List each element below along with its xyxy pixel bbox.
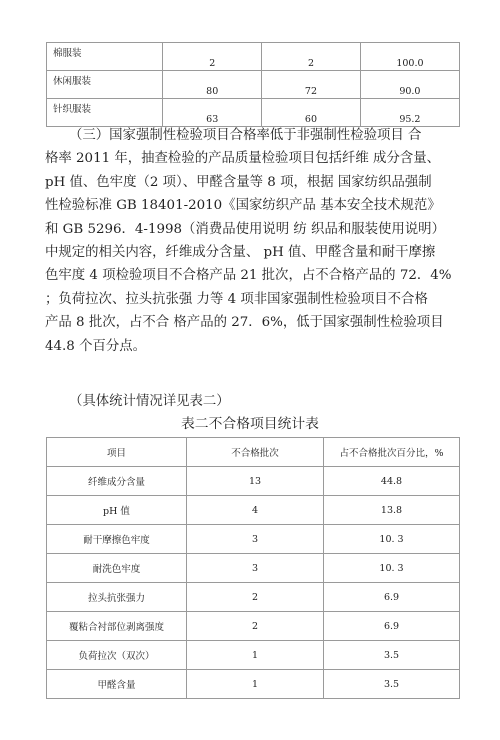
- item-name: pH 值: [47, 496, 187, 525]
- table-row: [47, 612, 460, 641]
- paragraph-line: 产品 8 批次，占不合 格产品的 27．6%，低于国家强制性检验项目: [45, 315, 444, 331]
- failed-batches: 1: [187, 670, 324, 699]
- table-row: [47, 99, 460, 127]
- failed-percentage: 44.8: [324, 467, 460, 496]
- paragraph-line: 色牢度 4 项检验项目不合格产品 21 批次，占不合格产品的 72．4%: [45, 268, 452, 284]
- failed-percentage: 3.5: [324, 670, 460, 699]
- product-category-table: [46, 42, 460, 127]
- category-value-2: 60: [262, 99, 361, 127]
- table-row: [47, 641, 460, 670]
- failed-items-table: [46, 437, 460, 699]
- body-paragraph: [45, 124, 470, 358]
- table-row: [47, 554, 460, 583]
- failed-percentage: 6.9: [324, 612, 460, 641]
- failed-batches: 3: [187, 525, 324, 554]
- category-label: 休闲服装: [47, 71, 163, 99]
- category-value-1: 80: [163, 71, 262, 99]
- column-header: 不合格批次: [187, 438, 324, 467]
- paragraph-line: ；负荷拉次、拉头抗张强 力等 4 项非国家强制性检验项目不合格: [45, 291, 428, 307]
- table-reference-note: （具体统计情况详见表二）: [69, 394, 230, 409]
- failed-percentage: 13.8: [324, 496, 460, 525]
- category-value-2: 72: [262, 71, 361, 99]
- item-name: 负荷拉次（双次）: [47, 641, 187, 670]
- category-label: 棉服装: [47, 43, 163, 71]
- table-caption: 表二不合格项目统计表: [181, 416, 319, 432]
- paragraph-line: 和 GB 5296．4-1998（消费品使用说明 纺 织品和服装使用说明）: [45, 221, 445, 237]
- table-row: [47, 583, 460, 612]
- product-category-table-body: [47, 43, 460, 127]
- item-name: 耐洗色牢度: [47, 554, 187, 583]
- table-row: [47, 43, 460, 71]
- failed-batches: 1: [187, 641, 324, 670]
- column-header: 项目: [47, 438, 187, 467]
- category-label: 针织服装: [47, 99, 163, 127]
- failed-batches: 4: [187, 496, 324, 525]
- table-row: [47, 71, 460, 99]
- paragraph-line: 44.8 个百分点。: [45, 338, 147, 354]
- paragraph-line: 中规定的相关内容，纤维成分含量、 pH 值、甲醛含量和耐干摩擦: [45, 245, 436, 261]
- table-row: [47, 670, 460, 699]
- failed-percentage: 10. 3: [324, 554, 460, 583]
- column-header: 占不合格批次百分比，%: [324, 438, 460, 467]
- failed-batches: 2: [187, 583, 324, 612]
- category-rate: 95.2: [360, 99, 459, 127]
- paragraph-line: （三）国家强制性检验项目合格率低于非强制性检验项目 合: [69, 128, 422, 143]
- item-name: 拉头抗张强力: [47, 583, 187, 612]
- item-name: 耐干摩擦色牢度: [47, 525, 187, 554]
- item-name: 纤维成分含量: [47, 467, 187, 496]
- category-rate: 90.0: [360, 71, 459, 99]
- category-rate: 100.0: [360, 43, 459, 71]
- table-row: [47, 496, 460, 525]
- table-header-row: [47, 438, 460, 467]
- failed-batches: 2: [187, 612, 324, 641]
- paragraph-line: 性检验标准 GB 18401-2010《国家纺织产品 基本安全技术规范》: [45, 198, 441, 214]
- category-value-1: 2: [163, 43, 262, 71]
- category-value-2: 2: [262, 43, 361, 71]
- table-row: [47, 467, 460, 496]
- failed-percentage: 6.9: [324, 583, 460, 612]
- item-name: 甲醛含量: [47, 670, 187, 699]
- failed-percentage: 10. 3: [324, 525, 460, 554]
- table-row: [47, 525, 460, 554]
- paragraph-line: pH 值、色牢度（2 项）、甲醛含量等 8 项，根据 国家纺织品强制: [45, 174, 432, 190]
- category-value-1: 63: [163, 99, 262, 127]
- failed-batches: 13: [187, 467, 324, 496]
- failed-items-table-body: [47, 438, 460, 699]
- failed-batches: 3: [187, 554, 324, 583]
- item-name: 覆粘合衬部位剥离强度: [47, 612, 187, 641]
- failed-percentage: 3.5: [324, 641, 460, 670]
- paragraph-line: 格率 2011 年，抽查检验的产品质量检验项目包括纤维 成分含量、: [45, 151, 441, 167]
